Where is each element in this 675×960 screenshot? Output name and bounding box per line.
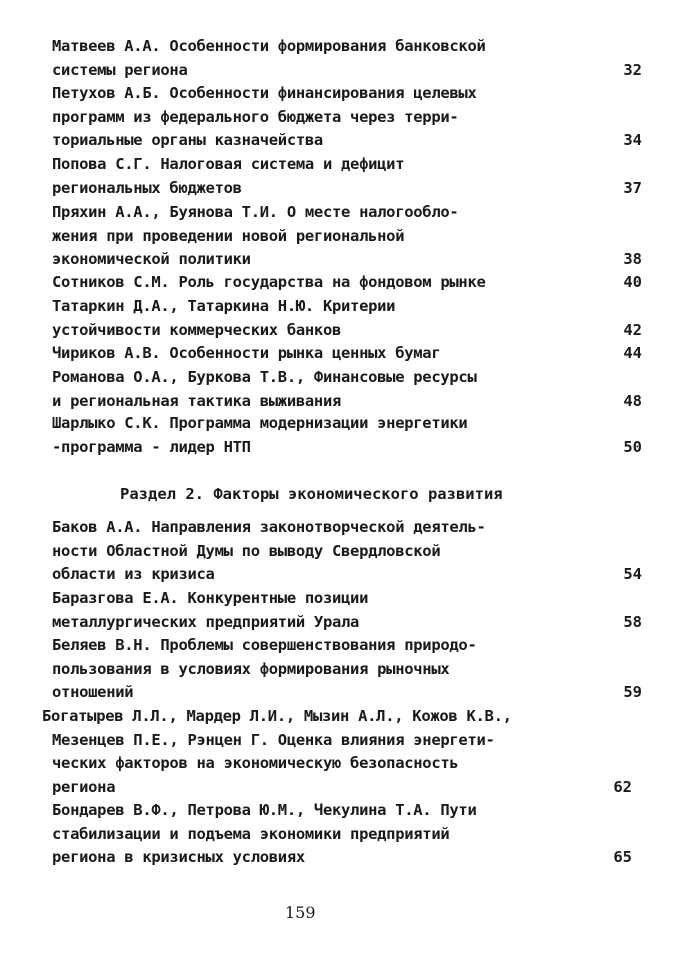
toc-entry [52, 295, 642, 342]
entry-line: пользования в условиях формирования рыночных [52, 659, 450, 678]
entry-line: ториальные органы казначейства [52, 131, 323, 149]
page-number: 34 [623, 131, 642, 149]
toc-entry [52, 271, 642, 295]
page-number: 44 [623, 344, 642, 362]
entry-line: Романова О.А., Буркова Т.В., Финансовые ресурсы [52, 368, 477, 386]
toc-entry [52, 342, 642, 366]
folio-page-number: 159 [285, 903, 316, 922]
entry-line: ческих факторов на экономическую безопасность [52, 754, 459, 772]
page-number: 58 [623, 612, 642, 631]
toc-entry [52, 516, 642, 586]
entry-line: Попова С.Г. Налоговая система и дефицит [52, 155, 405, 173]
entry-line: ности Областной Думы по выводу Свердловской [52, 541, 441, 560]
entry-line: Мезенцев П.Е., Рэнцен Г. Оценка влияния энергети- [52, 730, 495, 749]
toc-entry [52, 634, 642, 704]
section-heading: Раздел 2. Факторы экономического развития [120, 485, 503, 503]
entry-line: отношений [52, 683, 134, 701]
toc-entry [42, 705, 642, 799]
toc-entry [52, 799, 642, 869]
entry-line: Матвеев А.А. Особенности формирования банковской [52, 37, 486, 55]
toc-entry [52, 201, 642, 271]
page-number: 32 [623, 60, 642, 79]
page-number: 38 [623, 250, 642, 268]
entry-line: -программа - лидер НТП [52, 437, 251, 456]
page-number: 48 [623, 391, 642, 410]
entry-line: Бондарев В.Ф., Петрова Ю.М., Чекулина Т.А. Пути [52, 801, 477, 819]
entry-line: области из кризиса [52, 565, 215, 583]
entry-line: Петухов А.Б. Особенности финансирования целевых [52, 84, 477, 102]
entry-line: устойчивости коммерческих банков [52, 320, 342, 339]
page-number: 40 [623, 273, 642, 291]
entry-line: программ из федерального бюджета через терри- [52, 107, 459, 126]
entry-line: Богатырев Л.Л., Мардер Л.И., Мызин А.Л., Кожов К.В., [42, 707, 512, 725]
toc-entry [52, 82, 642, 152]
entry-line: и региональная тактика выживания [52, 391, 342, 410]
page-number: 65 [613, 848, 632, 866]
toc-entry [52, 366, 642, 413]
entry-line: стабилизации и подъема экономики предприятий [52, 824, 450, 843]
entry-line: региональных бюджетов [52, 178, 242, 197]
toc-entry [52, 35, 642, 82]
entry-line: Чириков А.В. Особенности рынка ценных бумаг [52, 344, 441, 362]
entry-line: Татаркин Д.А., Татаркина Н.Ю. Критерии [52, 297, 396, 315]
entry-line: металлургических предприятий Урала [52, 612, 360, 631]
entry-line: экономической политики [52, 250, 251, 268]
page-number: 62 [613, 777, 632, 796]
page-number: 50 [623, 437, 642, 456]
entry-line: Шарлыко С.К. Программа модернизации энергетики [52, 414, 468, 432]
entry-line: Беляев В.Н. Проблемы совершенствования природо- [52, 636, 477, 654]
page-number: 37 [623, 178, 642, 197]
entry-line: Сотников С.М. Роль государства на фондовом рынке [52, 273, 486, 291]
entry-line: региона в кризисных условиях [52, 848, 305, 866]
toc-entry [52, 587, 642, 634]
entry-line: Пряхин А.А., Буянова Т.И. О месте налогообло- [52, 203, 459, 221]
toc-entry [52, 153, 642, 200]
entry-line: системы региона [52, 60, 188, 79]
entry-line: Баразгова Е.А. Конкурентные позиции [52, 589, 369, 607]
toc-entry [52, 412, 642, 459]
entry-line: жения при проведении новой региональной [52, 226, 405, 245]
page-number: 54 [623, 565, 642, 583]
page-number: 42 [623, 320, 642, 339]
entry-line: Баков А.А. Направления законотворческой деятель- [52, 518, 486, 536]
entry-line: региона [52, 777, 116, 796]
page-number: 59 [623, 683, 642, 701]
